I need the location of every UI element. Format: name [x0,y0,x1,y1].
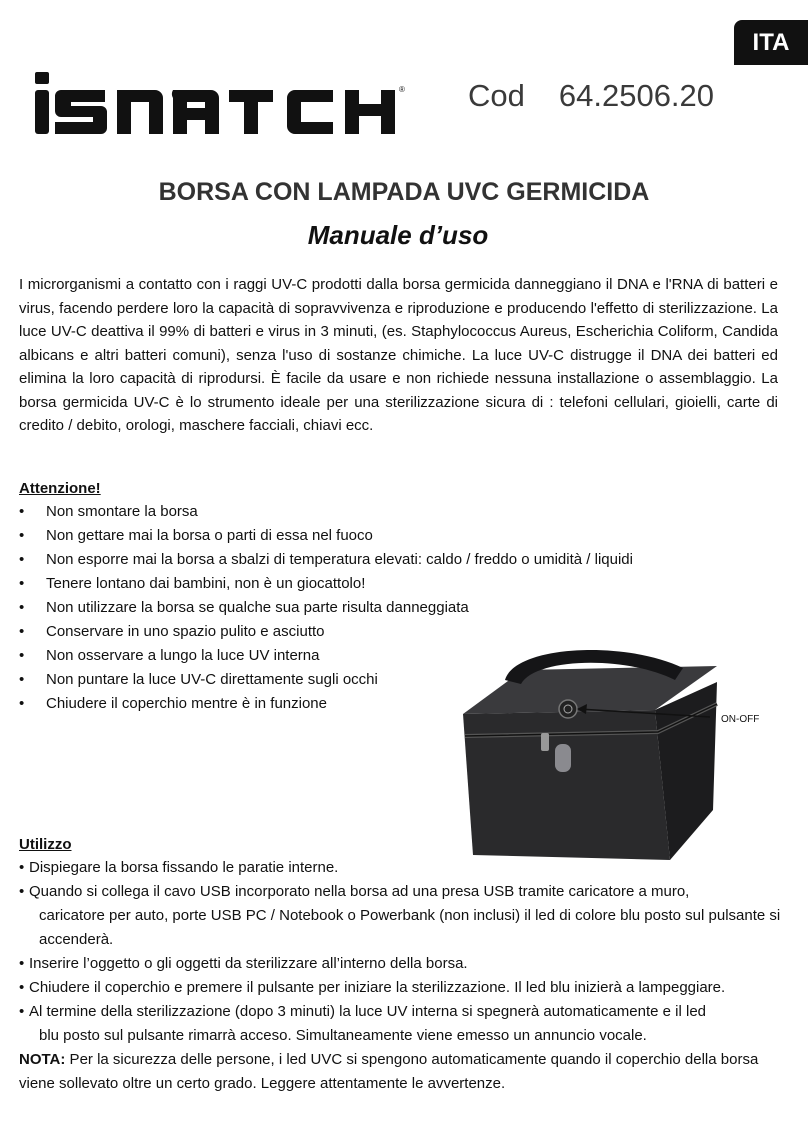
intro-paragraph: I microrganismi a contatto con i raggi UV-C prodotti dalla borsa germicida danneggiano il DNA e l'RNA di batteri e virus, facendo perdere loro la capacità di sopravvivenza e riproduzione e producendo l'effetto di sterilizzazione. La luce UV-C deattiva il 99% di batteri e virus in 3 minuti, (es. Staphylococcus Aureus, Escherichia Coliform, Candida albicans e altri batteri comuni), senza l'uso di sostanze chimiche. La luce UV-C distrugge il DNA dei batteri ed elimina la loro capacità di riprodursi. È facile da usare e non richiede nessuna installazione o assemblaggio. La borsa germicida UV-C è lo strumento ideale per una sterilizzazione sicura di : telefoni cellulari, gioielli, carte di credito / debito, orologi, maschere facciali, chiavi ecc. [19,276,778,434]
usage-list [19,856,789,1048]
list-item: • Chiudere il coperchio mentre è in funzione [19,692,719,716]
brand-logo [33,72,423,140]
list-item: • Quando si collega il cavo USB incorporato nella borsa ad una presa USB tramite caricatore a muro, caricatore per auto, porte USB PC / Notebook o Powerbank (non inclusi) il led di colore blu posto sul pulsante si accenderà. [19,880,789,952]
document-subtitle: Manuale d’uso [307,220,489,250]
on-off-callout: ON-OFF [721,714,760,725]
list-item: • Inserire l’oggetto o gli oggetti da sterilizzare all’interno della borsa. [19,952,789,976]
list-item: • Non smontare la borsa [19,500,719,524]
warnings-heading: Attenzione! [19,480,101,497]
list-item: • Non osservare a lungo la luce UV interna [19,644,719,668]
usage-heading: Utilizzo [19,836,72,853]
list-item: • Tenere lontano dai bambini, non è un giocattolo! [19,572,719,596]
list-item: • Conservare in uno spazio pulito e asciutto [19,620,719,644]
list-item: • Non utilizzare la borsa se qualche sua parte risulta danneggiata [19,596,719,620]
list-item: • Non gettare mai la borsa o parti di essa nel fuoco [19,524,719,548]
product-code [468,78,714,114]
code-value: 64.2506.20 [558,78,715,113]
list-item: • Non puntare la luce UV-C direttamente sugli occhi [19,668,719,692]
product-image [455,640,775,865]
list-item: • Chiudere il coperchio e premere il pulsante per iniziare la sterilizzazione. Il led blu inizierà a lampeggiare. [19,976,789,1000]
svg-text:®: ® [399,85,405,94]
document-title: BORSA CON LAMPADA UVC GERMICIDA [158,178,650,206]
list-item: • Non esporre mai la borsa a sbalzi di temperatura elevati: caldo / freddo o umidità / liquidi [19,548,719,572]
note-label: NOTA: [19,1051,66,1068]
language-badge: ITA [734,20,808,65]
note-text: Per la sicurezza delle persone, i led UVC si spengono automaticamente quando il coperchio della borsa viene sollevato oltre un certo grado. Leggere attentamente le avvertenze. [19,1051,759,1092]
list-item: • Dispiegare la borsa fissando le paratie interne. [19,856,789,880]
code-label: Cod [468,78,525,113]
note-paragraph [19,1048,789,1096]
list-item: • Al termine della sterilizzazione (dopo 3 minuti) la luce UV interna si spegnerà automaticamente e il led blu posto sul pulsante rimarrà acceso. Simultaneamente viene emesso un annuncio vocale. [19,1000,789,1048]
